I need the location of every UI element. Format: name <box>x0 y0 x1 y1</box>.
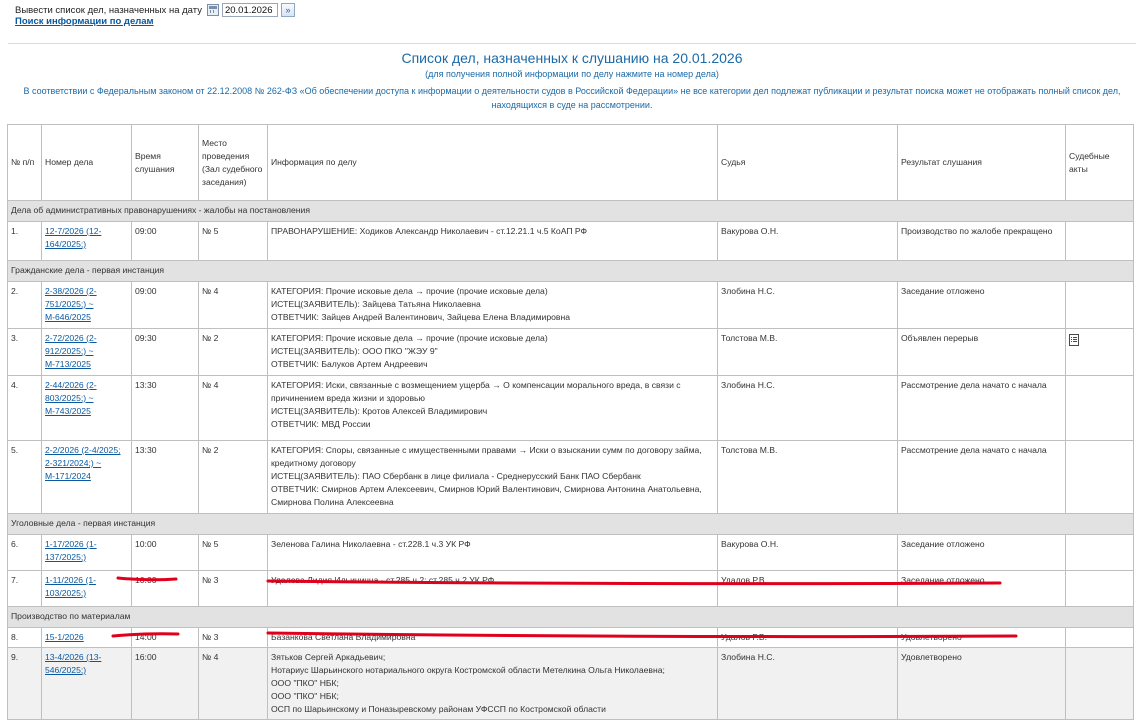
hearing-result: Заседание отложено <box>898 535 1066 571</box>
case-info-line: Зятьков Сергей Аркадьевич; <box>271 652 386 662</box>
case-number-link[interactable]: 2-44/2026 (2-803/2025;) ~ М-743/2025 <box>45 380 97 416</box>
case-info-line: ПРАВОНАРУШЕНИЕ: Ходиков Александр Николаевич - ст.12.21.1 ч.5 КоАП РФ <box>271 226 588 236</box>
group-row <box>8 261 1134 282</box>
group-title: Уголовные дела - первая инстанция <box>8 514 1134 535</box>
row-num: 5. <box>8 441 42 514</box>
date-filter-label: Вывести список дел, назначенных на дату <box>15 4 202 16</box>
hearing-time: 09:00 <box>132 282 199 329</box>
court-acts <box>1066 535 1134 571</box>
page-title: Список дел, назначенных к слушанию на 20.01.2026 <box>401 50 743 66</box>
row-num: 1. <box>8 222 42 261</box>
table-row <box>8 441 1134 514</box>
hearing-result: Удовлетворено <box>898 628 1066 648</box>
judge: Вакурова О.Н. <box>718 222 898 261</box>
group-row <box>8 607 1134 628</box>
case-info <box>268 648 718 720</box>
group-title: Производство по материалам <box>8 607 1134 628</box>
search-cases-link[interactable]: Поиск информации по делам <box>15 16 154 27</box>
col-header-time: Время слушания <box>132 125 199 201</box>
courtroom: № 3 <box>199 571 268 607</box>
case-info-line: ООО "ПКО" НБК; <box>271 678 339 688</box>
case-info <box>268 222 718 261</box>
court-acts <box>1066 571 1134 607</box>
legal-notice: В соответствии с Федеральным законом от 22.12.2008 № 262-ФЗ «Об обеспечении доступа к информации о деятельности судов в Российской Федерации» не все категории дел подлежат публикации и результат поиска может не отображать полный список дел, находящихся в суде на рассмотрении. <box>23 86 1121 110</box>
case-number-link[interactable]: 2-72/2026 (2-912/2025;) ~ М-713/2025 <box>45 333 97 369</box>
date-input[interactable] <box>222 3 278 17</box>
case-info <box>268 329 718 376</box>
row-num: 7. <box>8 571 42 607</box>
judge: Толстова М.В. <box>718 329 898 376</box>
page-subtitle: (для получения полной информации по делу нажмите на номер дела) <box>425 69 719 79</box>
court-acts <box>1066 376 1134 441</box>
table-row <box>8 282 1134 329</box>
case-info <box>268 535 718 571</box>
hearing-time: 13:30 <box>132 376 199 441</box>
hearing-time: 09:00 <box>132 222 199 261</box>
group-row <box>8 514 1134 535</box>
case-info-line: ООО "ПКО" НБК; <box>271 691 339 701</box>
col-header-judge: Судья <box>718 125 898 201</box>
case-info-line: Базанкова Светлана Владимировна <box>271 632 416 642</box>
judge: Злобина Н.С. <box>718 648 898 720</box>
group-title: Дела об административных правонарушениях - жалобы на постановления <box>8 201 1134 222</box>
case-info-line: ОТВЕТЧИК: МВД России <box>271 419 371 429</box>
case-number-link[interactable]: 1-17/2026 (1-137/2025;) <box>45 539 97 562</box>
cases-table-body <box>8 201 1134 720</box>
case-info <box>268 571 718 607</box>
table-row <box>8 222 1134 261</box>
table-row <box>8 628 1134 648</box>
case-info-line: Удалова Лидия Ильинична - ст.285 ч.2; ст.285 ч.2 УК РФ <box>271 575 495 585</box>
col-header-place: Место проведения (Зал судебного заседания) <box>199 125 268 201</box>
courtroom: № 5 <box>199 222 268 261</box>
case-number-link[interactable]: 2-2/2026 (2-4/2025; 2-321/2024;) ~ М-171/2024 <box>45 445 121 481</box>
hearing-time: 10:00 <box>132 571 199 607</box>
court-acts <box>1066 222 1134 261</box>
row-num: 6. <box>8 535 42 571</box>
courtroom: № 4 <box>199 282 268 329</box>
document-icon[interactable] <box>1069 334 1079 346</box>
judge: Злобина Н.С. <box>718 282 898 329</box>
hearing-time: 16:00 <box>132 648 199 720</box>
hearing-time: 13:30 <box>132 441 199 514</box>
court-acts <box>1066 628 1134 648</box>
table-row <box>8 535 1134 571</box>
row-num: 3. <box>8 329 42 376</box>
court-acts <box>1066 648 1134 720</box>
hearing-result: Рассмотрение дела начато с начала <box>898 376 1066 441</box>
court-acts <box>1066 329 1134 376</box>
table-row <box>8 648 1134 720</box>
table-header-row <box>8 125 1134 201</box>
hearing-result: Заседание отложено <box>898 282 1066 329</box>
courtroom: № 2 <box>199 329 268 376</box>
case-number-link[interactable]: 2-38/2026 (2-751/2025;) ~ М-646/2025 <box>45 286 97 322</box>
divider <box>8 43 1136 44</box>
case-info-line: КАТЕГОРИЯ: Прочие исковые дела → прочие (прочие исковые дела) <box>271 286 548 296</box>
hearing-result: Заседание отложено <box>898 571 1066 607</box>
cases-table <box>7 124 1134 720</box>
case-info-line: ИСТЕЦ(ЗАЯВИТЕЛЬ): Зайцева Татьяна Николаевна <box>271 299 481 309</box>
case-info-line: КАТЕГОРИЯ: Споры, связанные с имущественными правами → Иски о взыскании сумм по договору займа, кредитному договору <box>271 445 702 468</box>
judge: Вакурова О.Н. <box>718 535 898 571</box>
courtroom: № 2 <box>199 441 268 514</box>
judge: Толстова М.В. <box>718 441 898 514</box>
case-number-link[interactable]: 12-7/2026 (12-164/2025;) <box>45 226 102 249</box>
col-header-info: Информация по делу <box>268 125 718 201</box>
row-num: 8. <box>8 628 42 648</box>
case-info-line: ОТВЕТЧИК: Зайцев Андрей Валентинович, Зайцева Елена Владимировна <box>271 312 570 322</box>
case-info <box>268 282 718 329</box>
case-info-line: ИСТЕЦ(ЗАЯВИТЕЛЬ): Кротов Алексей Владимирович <box>271 406 488 416</box>
col-header-acts: Судебные акты <box>1066 125 1134 201</box>
case-number-link[interactable]: 13-4/2026 (13-546/2025;) <box>45 652 102 675</box>
courtroom: № 5 <box>199 535 268 571</box>
case-info-line: ИСТЕЦ(ЗАЯВИТЕЛЬ): ООО ПКО "ЖЭУ 9" <box>271 346 438 356</box>
case-info-line: ОСП по Шарьинскому и Поназыревскому районам УФССП по Костромской области <box>271 704 606 714</box>
judge: Удалов Р.В. <box>718 571 898 607</box>
courtroom: № 3 <box>199 628 268 648</box>
case-info-line: Зеленова Галина Николаевна - ст.228.1 ч.3 УК РФ <box>271 539 471 549</box>
hearing-result: Производство по жалобе прекращено <box>898 222 1066 261</box>
hearing-time: 09:30 <box>132 329 199 376</box>
hearing-result: Рассмотрение дела начато с начала <box>898 441 1066 514</box>
court-acts <box>1066 441 1134 514</box>
case-info-line: КАТЕГОРИЯ: Иски, связанные с возмещением ущерба → О компенсации морального вреда, в связи с причинением вреда жизни и здоровью <box>271 380 681 403</box>
group-title: Гражданские дела - первая инстанция <box>8 261 1134 282</box>
row-num: 2. <box>8 282 42 329</box>
case-info <box>268 441 718 514</box>
case-info <box>268 376 718 441</box>
case-info <box>268 628 718 648</box>
col-header-result: Результат слушания <box>898 125 1066 201</box>
judge: Удалов Р.В. <box>718 628 898 648</box>
calendar-icon[interactable] <box>207 4 219 16</box>
case-number-link[interactable]: 15-1/2026 <box>45 632 84 642</box>
hearing-result: Удовлетворено <box>898 648 1066 720</box>
col-header-case: Номер дела <box>42 125 132 201</box>
table-row <box>8 376 1134 441</box>
show-button[interactable]: » <box>281 3 295 17</box>
courtroom: № 4 <box>199 376 268 441</box>
case-number-link[interactable]: 1-11/2026 (1-103/2025;) <box>45 575 96 598</box>
case-info-line: Нотариус Шарьинского нотариального округа Костромской области Метелкина Ольга Николаевна; <box>271 665 665 675</box>
courtroom: № 4 <box>199 648 268 720</box>
court-acts <box>1066 282 1134 329</box>
hearing-result: Объявлен перерыв <box>898 329 1066 376</box>
judge: Злобина Н.С. <box>718 376 898 441</box>
case-info-line: ИСТЕЦ(ЗАЯВИТЕЛЬ): ПАО Сбербанк в лице филиала - Среднерусский Банк ПАО Сбербанк <box>271 471 641 481</box>
hearing-time: 14:00 <box>132 628 199 648</box>
row-num: 9. <box>8 648 42 720</box>
hearing-time: 10:00 <box>132 535 199 571</box>
col-header-num: № п/п <box>8 125 42 201</box>
table-row <box>8 329 1134 376</box>
row-num: 4. <box>8 376 42 441</box>
group-row <box>8 201 1134 222</box>
table-row <box>8 571 1134 607</box>
case-info-line: КАТЕГОРИЯ: Прочие исковые дела → прочие (прочие исковые дела) <box>271 333 548 343</box>
case-info-line: ОТВЕТЧИК: Смирнов Артем Алексеевич, Смирнов Юрий Валентинович, Смирнова Антонина Анатольевна, Смирнова Полина Алексеевна <box>271 484 702 507</box>
case-info-line: ОТВЕТЧИК: Балуков Артем Андреевич <box>271 359 428 369</box>
